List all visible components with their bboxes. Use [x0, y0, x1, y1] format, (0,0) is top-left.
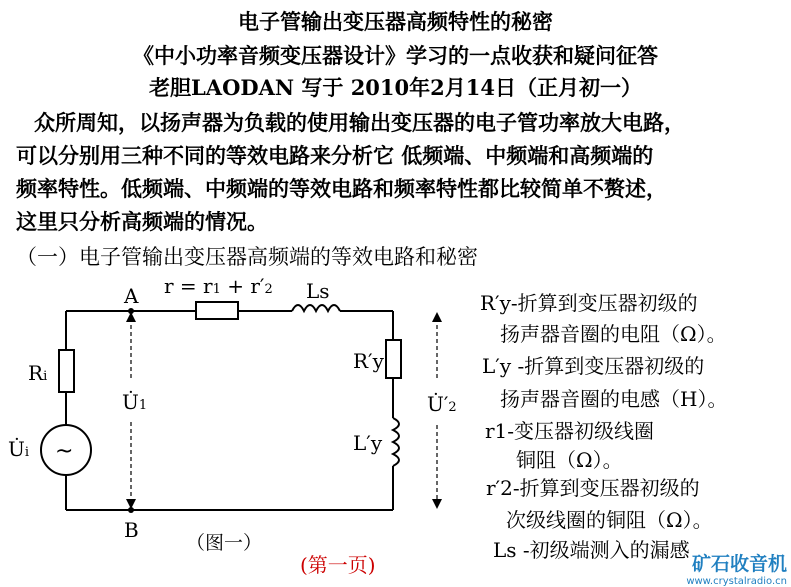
- r-label-text: r = r: [164, 274, 213, 298]
- r1-subscript: 1: [212, 282, 221, 297]
- body-line-4: 这里只分析高频端的情况。: [16, 209, 268, 234]
- ui-label: [8, 437, 29, 461]
- body-line-1: 众所周知，以扬声器为负载的使用输出变压器的电子管功率放大电路，: [34, 110, 685, 135]
- watermark-url: www.crystalradio.cn: [686, 576, 787, 587]
- note-ry-line1: R′y-折算到变压器初级的: [480, 291, 698, 315]
- site-watermark: [637, 549, 787, 587]
- note-r1-line2: 铜阻（Ω）。: [516, 448, 623, 472]
- title-line-3: 老胆LAODAN 写于 2010年2月14日（正月初一）: [149, 75, 642, 100]
- r-label: [164, 274, 273, 298]
- r-plus-text: + r′: [220, 274, 265, 298]
- ri-label: [28, 361, 47, 385]
- u1-arrow-head-top: [126, 312, 136, 322]
- note-ly-line2: 扬声器音圈的电感（H）。: [500, 387, 728, 411]
- u2-subscript: 2: [448, 400, 457, 415]
- r2-subscript: 2: [264, 282, 273, 297]
- note-ly-line1: L′y -折算到变压器初级的: [482, 354, 705, 378]
- body-line-3: 频率特性。低频端、中频端的等效电路和频率特性都比较简单不赘述，: [16, 176, 667, 201]
- resistor-ry: [386, 340, 401, 378]
- note-r1-line1: r1-变压器初级线圈: [485, 419, 655, 443]
- page-label: (第一页): [300, 553, 376, 577]
- equivalent-circuit-diagram: [0, 270, 470, 570]
- note-ry-line2: 扬声器音圈的电阻（Ω）。: [500, 322, 727, 346]
- note-r2-line2: 次级线圈的铜阻（Ω）。: [506, 508, 713, 532]
- ui-subscript: i: [24, 445, 30, 460]
- u1-label-text: U̇: [122, 390, 139, 414]
- u2-label-text: U̇′: [427, 392, 449, 416]
- u2-label: [427, 392, 457, 416]
- section-heading: （一）电子管输出变压器高频端的等效电路和秘密: [16, 245, 478, 269]
- u1-subscript: 1: [138, 398, 148, 413]
- node-b-label: B: [124, 518, 139, 542]
- resistor-r: [196, 302, 238, 319]
- ly-label: L′y: [353, 431, 383, 455]
- u1-arrow-head-bottom: [126, 499, 136, 509]
- ls-label: Ls: [306, 279, 330, 303]
- ui-label-text: U̇: [8, 437, 25, 461]
- ry-label: R′y: [353, 349, 384, 373]
- inductor-ls: [292, 305, 340, 311]
- figure-caption: （图一）: [186, 532, 263, 554]
- ri-subscript: i: [43, 369, 48, 384]
- title-line-2: 《中小功率音频变压器设计》学习的一点收获和疑问征答: [133, 43, 658, 68]
- note-r2-line1: r′2-折算到变压器初级的: [486, 476, 700, 500]
- note-ls-line1: Ls -初级端测入的漏感: [493, 538, 690, 562]
- title-line-1: 电子管输出变压器高频特性的秘密: [238, 9, 553, 34]
- ri-label-text: R: [28, 361, 44, 385]
- node-a-label: A: [124, 284, 139, 308]
- resistor-ri: [59, 350, 74, 392]
- u1-label: [122, 390, 147, 414]
- u2-arrow-head-bottom: [432, 499, 442, 509]
- inductor-ly: [393, 418, 399, 466]
- watermark-main-text: 矿石收音机: [691, 553, 787, 575]
- body-line-2: 可以分别用三种不同的等效电路来分析它 低频端、中频端和高频端的: [16, 143, 654, 168]
- u2-arrow-head-top: [432, 312, 442, 322]
- source-tilde: ~: [55, 439, 74, 464]
